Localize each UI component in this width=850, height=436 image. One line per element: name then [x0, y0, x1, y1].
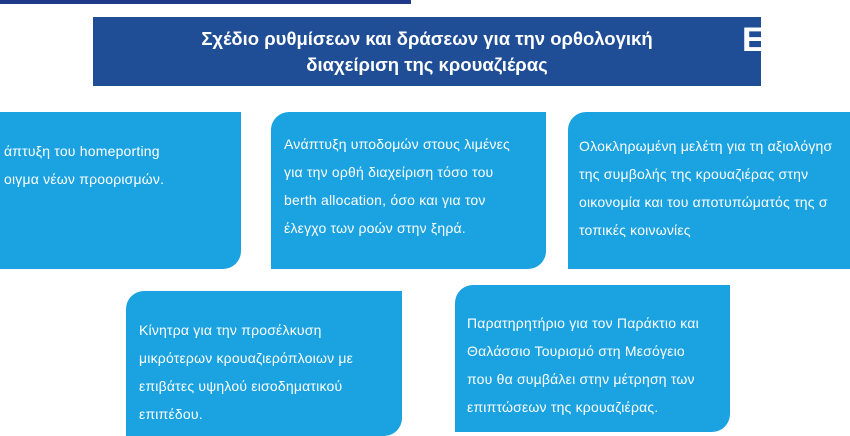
card-port-infrastructure [271, 112, 546, 269]
card-homeporting [0, 112, 241, 269]
title-banner [93, 17, 761, 86]
card-text: άπτυξη του homeporting οιγμα νέων προορισμών. [4, 143, 165, 187]
card-small-ships-incentives [126, 291, 402, 436]
card-tourism-observatory [455, 285, 730, 432]
card-economic-study [568, 112, 850, 269]
card-text: Ανάπτυξη υποδομών στους λιμένες για την ορθή διαχείριση τόσο του berth allocation, όσο και για τον έλεγχο των ροών στην ξηρά. [284, 136, 510, 236]
top-accent-bar [0, 0, 411, 4]
card-text: Κίνητρα για την προσέλκυση μικρότερων κρουαζιερόπλοιων με επιβάτες υψηλού εισοδηματικού επιπέδου. [139, 322, 354, 422]
page-title-line-1: Σχέδιο ρυθμίσεων και δράσεων για την ορθολογική [201, 27, 653, 49]
logo-letter: E [742, 21, 765, 59]
card-text: Ολοκληρωμένη μελέτη για τη αξιολόγησ της συμβολής της κρουαζιέρας στην οικονομία και του αποτυπώματός της σ τοπικές κοινωνίες [579, 138, 833, 238]
card-text: Παρατηρητήριο για τον Παράκτιο και Θαλάσσιο Τουρισμό στη Μεσόγειο που θα συμβάλει στην μέτρηση των επιπτώσεων της κρουαζιέρας. [467, 315, 699, 415]
page-title-line-2: διαχείριση της κρουαζιέρας [306, 53, 548, 75]
